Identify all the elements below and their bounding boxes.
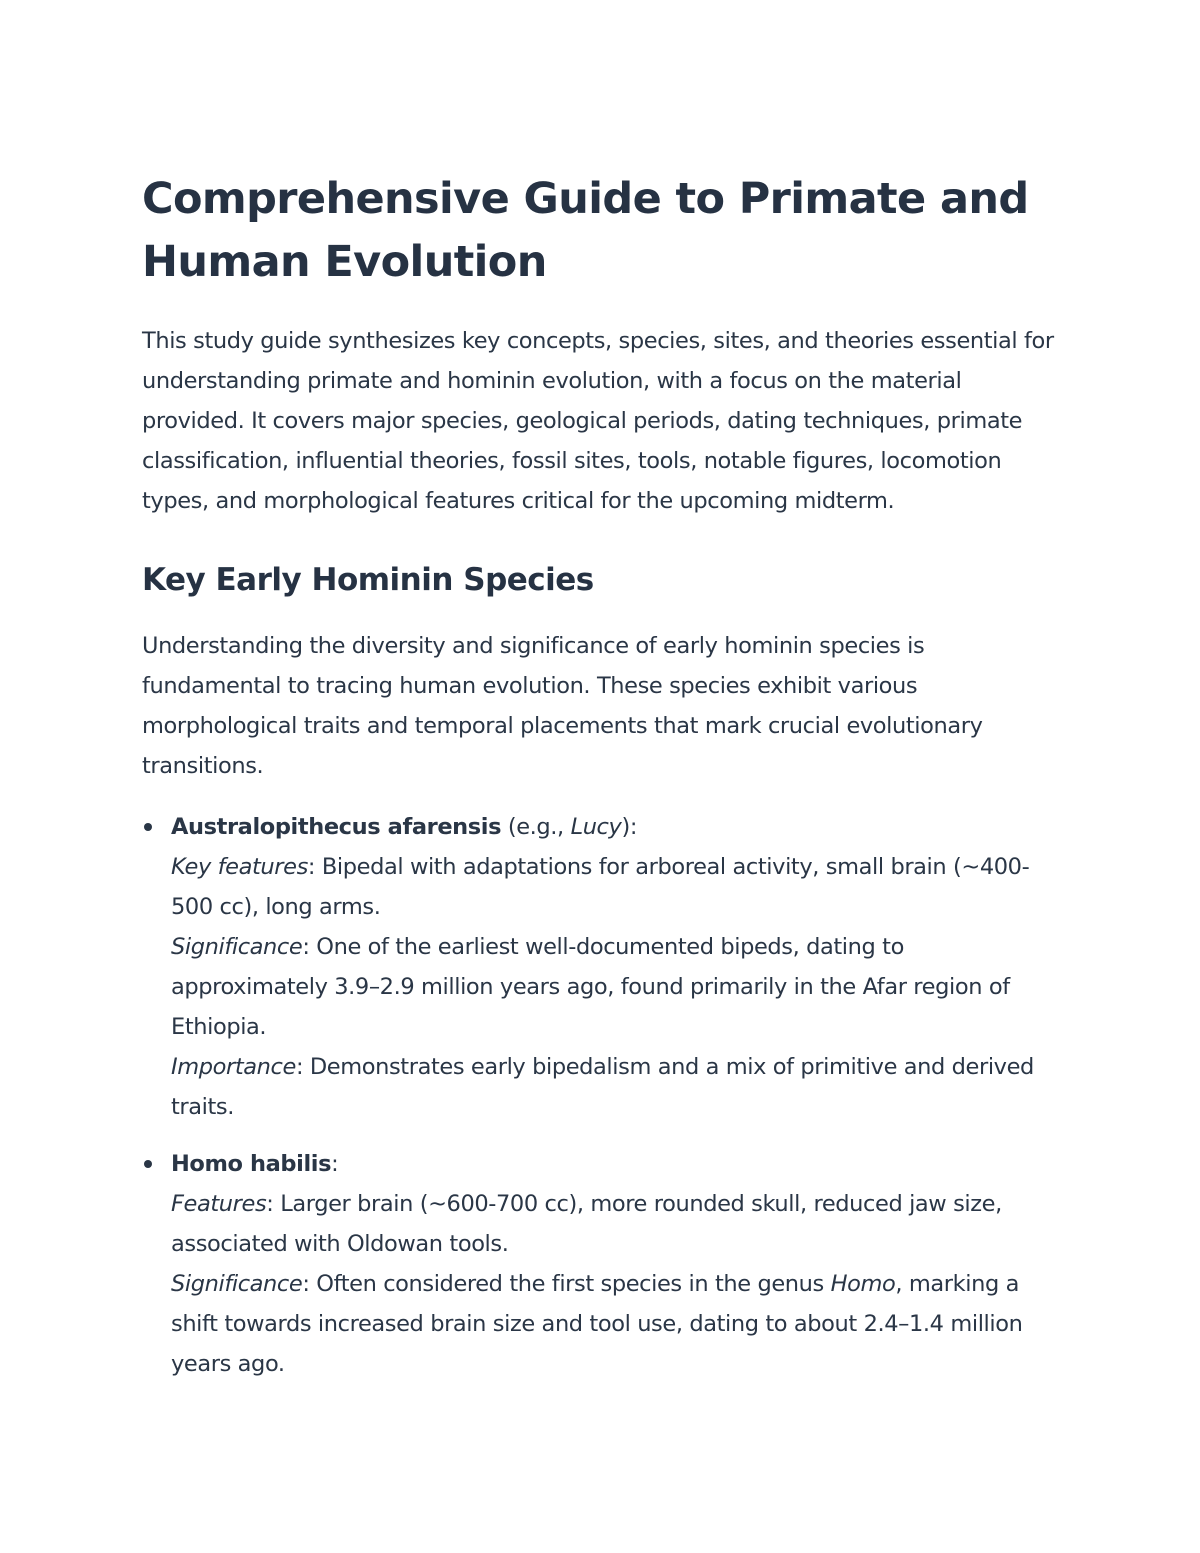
detail-text: : Larger brain (~600-700 cc), more rounded skull, reduced jaw size, associated with Oldowan tools. <box>171 1191 1002 1257</box>
species-example-open: (e.g., <box>501 814 571 840</box>
detail-label: Key features <box>171 854 308 880</box>
detail-label: Features <box>171 1191 267 1217</box>
detail-significance <box>171 1264 1062 1384</box>
detail-text: , marking a shift towards increased brain size and tool use, dating to about 2.4–1.4 million years ago. <box>171 1271 1023 1377</box>
detail-importance <box>171 1047 1062 1127</box>
page-title: Comprehensive Guide to Primate and Human Evolution <box>142 174 1029 287</box>
species-heading-line <box>171 1144 1062 1184</box>
species-list <box>142 807 1062 1384</box>
bullet-icon <box>144 823 152 831</box>
species-item-australopithecus-afarensis <box>142 807 1062 1127</box>
detail-features <box>171 1184 1062 1264</box>
species-name: Homo habilis <box>171 1151 332 1177</box>
detail-significance <box>171 927 1062 1047</box>
detail-label: Importance <box>171 1054 296 1080</box>
detail-text: : Often considered the first species in the genus <box>302 1271 831 1297</box>
intro-paragraph: This study guide synthesizes key concepts, species, sites, and theories essential for understanding primate and hominin evolution, with a focus on the material provided. It covers major species, geological periods, dating techniques, primate classification, influential theories, fossil sites, tools, notable figures, locomotion types, and morphological features critical for the upcoming midterm. <box>142 328 1054 514</box>
detail-text: : One of the earliest well-documented bipeds, dating to approximately 3.9–2.9 million years ago, found primarily in the Afar region of Ethiopia. <box>171 934 1010 1040</box>
detail-label: Significance <box>171 1271 303 1297</box>
bullet-icon <box>144 1160 152 1168</box>
detail-key-features <box>171 847 1062 927</box>
detail-label: Significance <box>171 934 303 960</box>
detail-text: : Bipedal with adaptations for arboreal activity, small brain (~400-500 cc), long arms. <box>171 854 1030 920</box>
species-name: Australopithecus afarensis <box>171 814 502 840</box>
document-page <box>142 168 1062 1401</box>
species-item-homo-habilis <box>142 1144 1062 1384</box>
species-example-close: ): <box>621 814 638 840</box>
species-heading-line <box>171 807 1062 847</box>
genus-name: Homo <box>830 1271 896 1297</box>
detail-text: : Demonstrates early bipedalism and a mix of primitive and derived traits. <box>171 1054 1034 1120</box>
section-intro-paragraph: Understanding the diversity and significance of early hominin species is fundamental to tracing human evolution. These species exhibit various morphological traits and temporal placements that mark crucial evolutionary transitions. <box>142 633 983 779</box>
species-example: Lucy <box>570 814 622 840</box>
section-heading: Key Early Hominin Species <box>142 562 594 598</box>
species-suffix: : <box>331 1151 339 1177</box>
